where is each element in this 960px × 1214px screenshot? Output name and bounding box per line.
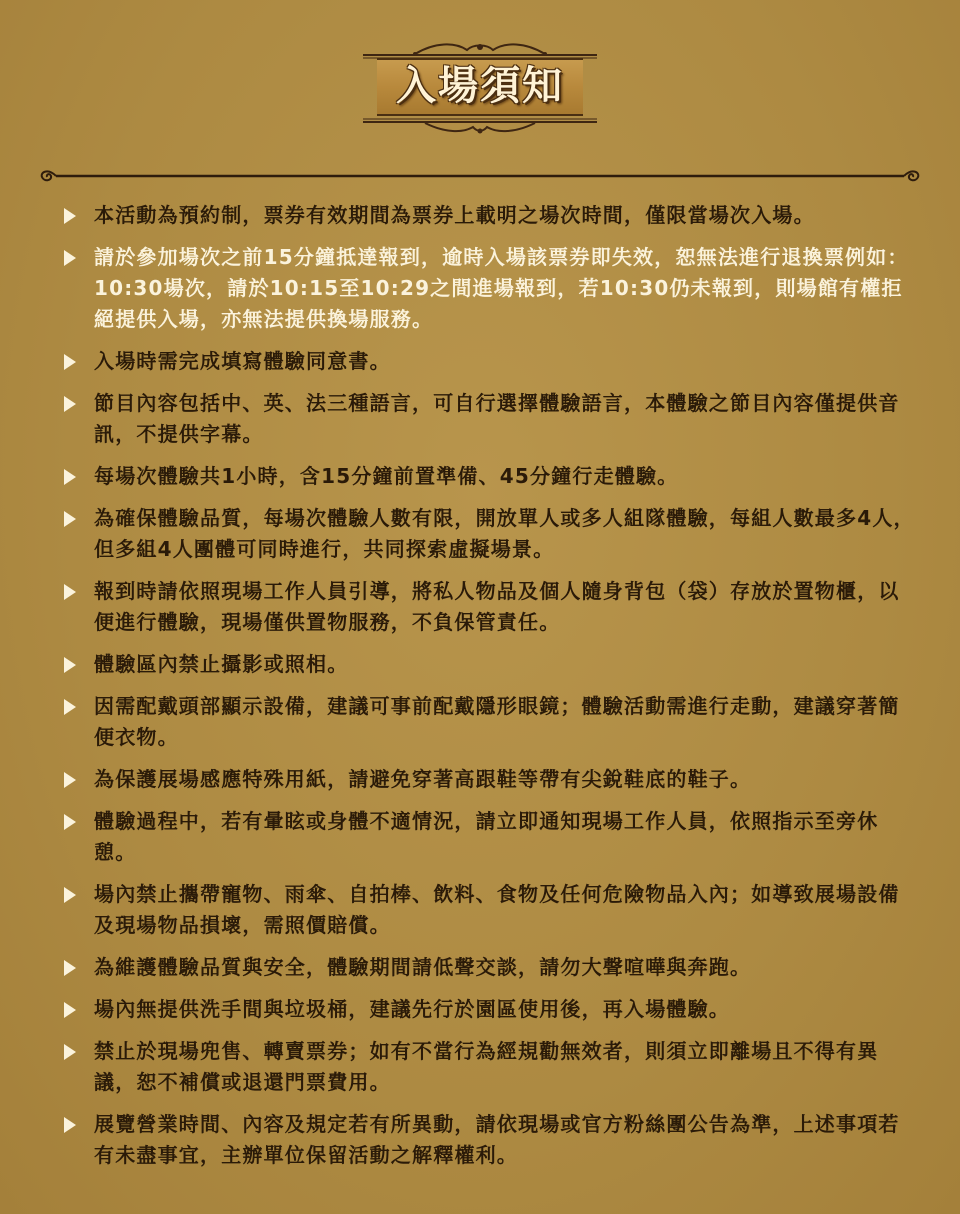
rule-item — [60, 200, 920, 231]
rule-item — [60, 1109, 920, 1171]
triangle-bullet-icon — [64, 1002, 76, 1018]
rule-text: 每場次體驗共1小時，含15分鐘前置準備、45分鐘行走體驗。 — [94, 464, 679, 488]
triangle-bullet-icon — [64, 250, 76, 266]
section-divider-icon — [38, 166, 922, 186]
triangle-bullet-icon — [64, 814, 76, 830]
rule-text: 為維護體驗品質與安全，體驗期間請低聲交談，請勿大聲喧嘩與奔跑。 — [94, 955, 752, 979]
rule-text: 報到時請依照現場工作人員引導，將私人物品及個人隨身背包（袋）存放於置物櫃，以便進行體驗，現場僅供置物服務，不負保管責任。 — [94, 579, 900, 634]
triangle-bullet-icon — [64, 960, 76, 976]
rule-text: 因需配戴頭部顯示設備，建議可事前配戴隱形眼鏡；體驗活動需進行走動，建議穿著簡便衣物。 — [94, 694, 900, 749]
triangle-bullet-icon — [64, 772, 76, 788]
rule-item — [60, 764, 920, 795]
rule-item — [60, 461, 920, 492]
triangle-bullet-icon — [64, 469, 76, 485]
rule-text: 入場時需完成填寫體驗同意書。 — [94, 349, 391, 373]
triangle-bullet-icon — [64, 1044, 76, 1060]
rule-text: 禁止於現場兜售、轉賣票券；如有不當行為經規勸無效者，則須立即離場且不得有異議，恕不補償或退還門票費用。 — [94, 1039, 879, 1094]
page-title: 入場須知 — [396, 63, 564, 109]
title-banner — [355, 40, 605, 136]
rule-text: 請於參加場次之前15分鐘抵達報到，逾時入場該票券即失效，恕無法進行退換票例如：10:30場次，請於10:15至10:29之間進場報到，若10:30仍未報到，則場館有權拒絕提供入場，亦無法提供換場服務。 — [94, 245, 909, 331]
rule-item — [60, 691, 920, 753]
rule-item — [60, 388, 920, 450]
rule-item — [60, 649, 920, 680]
triangle-bullet-icon — [64, 887, 76, 903]
rule-item — [60, 242, 920, 335]
rule-item — [60, 806, 920, 868]
triangle-bullet-icon — [64, 396, 76, 412]
top-flourish-icon — [355, 40, 605, 60]
rule-text: 體驗過程中，若有暈眩或身體不適情況，請立即通知現場工作人員，依照指示至旁休憩。 — [94, 809, 879, 864]
triangle-bullet-icon — [64, 511, 76, 527]
rule-text: 場內禁止攜帶寵物、雨傘、自拍棒、飲料、食物及任何危險物品入內；如導致展場設備及現場物品損壞，需照價賠償。 — [94, 882, 900, 937]
rule-item — [60, 1036, 920, 1098]
rule-text: 本活動為預約制，票券有效期間為票券上載明之場次時間，僅限當場次入場。 — [94, 203, 815, 227]
rule-item — [60, 346, 920, 377]
rule-item — [60, 576, 920, 638]
triangle-bullet-icon — [64, 354, 76, 370]
rule-item — [60, 994, 920, 1025]
rule-text: 體驗區內禁止攝影或照相。 — [94, 652, 349, 676]
triangle-bullet-icon — [64, 657, 76, 673]
rule-text: 為保護展場感應特殊用紙，請避免穿著高跟鞋等帶有尖銳鞋底的鞋子。 — [94, 767, 752, 791]
rule-text: 為確保體驗品質，每場次體驗人數有限，開放單人或多人組隊體驗，每組人數最多4人，但多組4人團體可同時進行，共同探索虛擬場景。 — [94, 506, 915, 561]
rule-item — [60, 879, 920, 941]
triangle-bullet-icon — [64, 584, 76, 600]
rule-text: 展覽營業時間、內容及規定若有所異動，請依現場或官方粉絲團公告為準，上述事項若有未盡事宜，主辦單位保留活動之解釋權利。 — [94, 1112, 900, 1167]
rule-text: 場內無提供洗手間與垃圾桶，建議先行於園區使用後，再入場體驗。 — [94, 997, 730, 1021]
triangle-bullet-icon — [64, 1117, 76, 1133]
rules-list — [60, 200, 920, 1182]
triangle-bullet-icon — [64, 208, 76, 224]
bottom-flourish-icon — [355, 116, 605, 136]
rule-item — [60, 503, 920, 565]
rule-text: 節目內容包括中、英、法三種語言，可自行選擇體驗語言，本體驗之節目內容僅提供音訊，不提供字幕。 — [94, 391, 900, 446]
triangle-bullet-icon — [64, 699, 76, 715]
rule-item — [60, 952, 920, 983]
